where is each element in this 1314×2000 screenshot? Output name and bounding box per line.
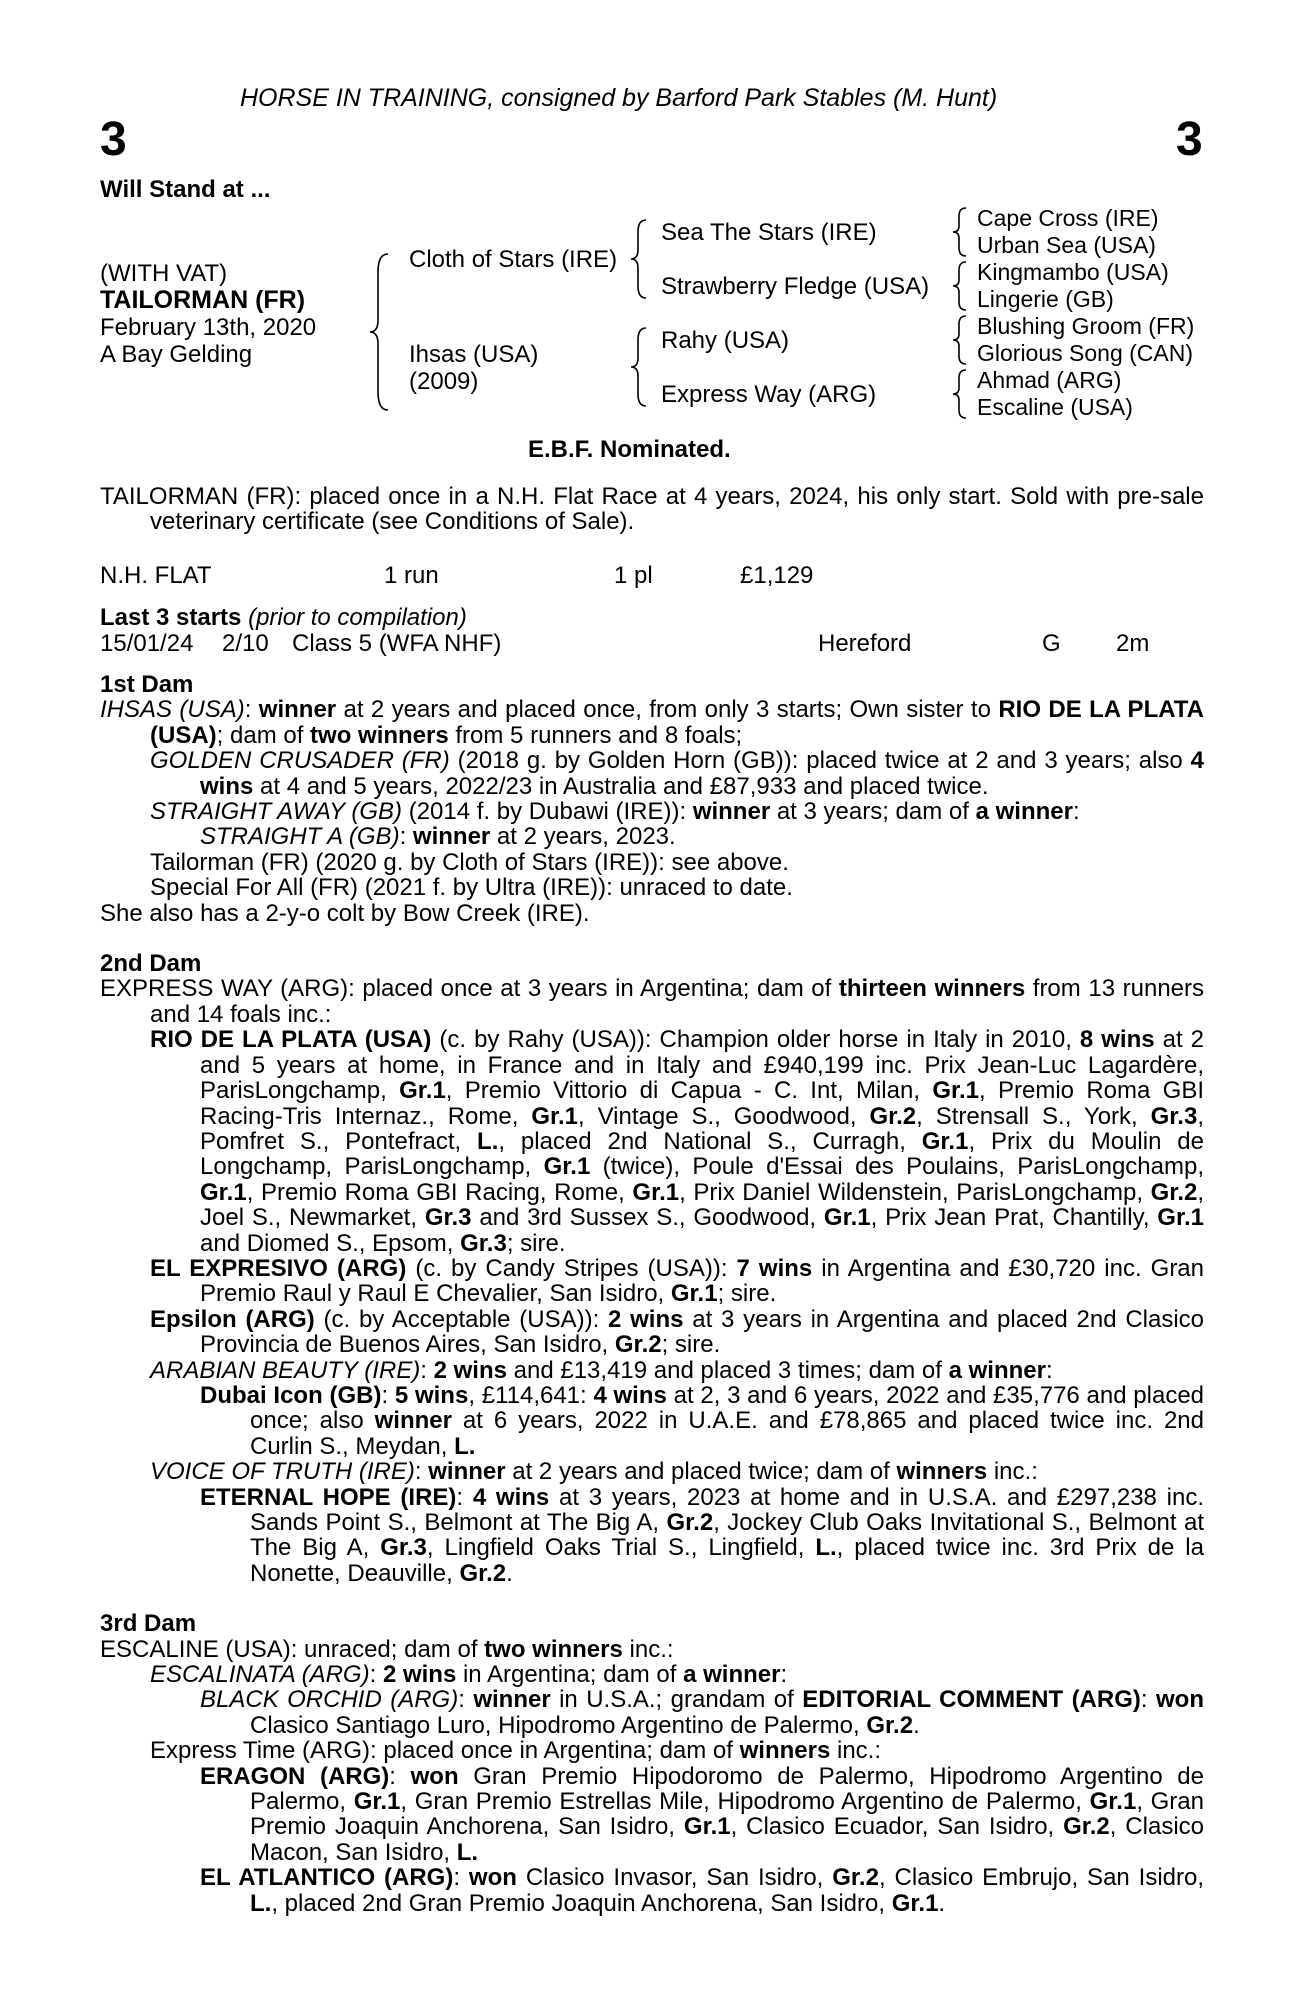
bold-text: won: [1156, 1686, 1204, 1714]
italic-text: VOICE OF TRUTH (IRE): [150, 1458, 415, 1486]
bold-text: Gr.1: [200, 1178, 247, 1206]
first-dam-produce: [150, 799, 1204, 824]
bold-text: Gr.1: [670, 1280, 718, 1308]
text-run: (2014 f. by Dubawi (IRE)):: [402, 798, 693, 826]
text-run: and £13,419 and placed 3 times; dam of: [506, 1356, 949, 1384]
bold-text: L.: [477, 1127, 499, 1155]
dam-name: Ihsas (USA): [409, 341, 539, 368]
sire-dam: Strawberry Fledge (USA): [661, 273, 930, 300]
bold-text: winner: [412, 823, 491, 851]
text-run: at 3 years in Argentina and placed 2nd Clasico Provincia de Buenos Aires, San Isidro,: [200, 1305, 1205, 1359]
bold-text: a winner: [975, 798, 1073, 826]
bold-text: ERAGON (ARG): [200, 1762, 390, 1790]
bold-text: Gr.1: [921, 1127, 969, 1155]
italic-text: STRAIGHT AWAY (GB): [150, 798, 403, 826]
text-run: at 6 years, 2022 in U.A.E. and £78,865 and placed twice inc. 2nd Curlin S., Meydan,: [250, 1407, 1204, 1460]
bold-text: L.: [456, 1838, 479, 1866]
text-run: at 2 years, 2023.: [490, 823, 676, 851]
bold-text: 4 wins: [200, 747, 1204, 800]
bold-text: Gr.1: [531, 1102, 579, 1130]
last-starts-title: Last 3 starts: [100, 604, 242, 631]
bold-text: Gr.3: [424, 1204, 472, 1232]
first-dam-produce: [150, 850, 1204, 875]
bold-text: winner: [428, 1458, 506, 1486]
bold-text: Gr.1: [632, 1178, 680, 1206]
bold-text: 5 wins: [394, 1381, 469, 1409]
ancestor-ssd: Urban Sea (USA): [977, 232, 1156, 258]
bold-text: thirteen winners: [838, 975, 1026, 1003]
vat-note: (WITH VAT): [100, 260, 228, 287]
text-run: and 3rd Sussex S., Goodwood,: [471, 1204, 824, 1232]
text-run: :: [456, 1483, 473, 1511]
text-run: , Premio Roma GBI Racing, Rome,: [246, 1178, 633, 1206]
text-run: and Diomed S., Epsom,: [200, 1229, 461, 1257]
last-starts-subtitle: (prior to compilation): [248, 604, 467, 631]
second-dam-produce: [150, 1358, 1204, 1383]
text-run: Clasico Invasor, San Isidro,: [516, 1864, 833, 1892]
text-run: ESCALINE (USA): unraced; dam of: [100, 1635, 485, 1663]
bold-text: Gr.3: [460, 1229, 507, 1257]
text-run: :: [244, 696, 259, 724]
third-dam-heading: 3rd Dam: [100, 1610, 197, 1638]
bold-text: ETERNAL HOPE (IRE): [200, 1483, 457, 1511]
bold-text: 2 wins: [608, 1305, 684, 1333]
bold-text: RIO DE LA PLATA (USA): [150, 1026, 432, 1054]
text-run: , Premio Roma GBI Racing-Tris Internaz., Rome,: [200, 1077, 1204, 1130]
text-run: , Vintage S., Goodwood,: [578, 1102, 870, 1130]
lot-number-left: 3: [100, 113, 127, 166]
text-run: , Clasico Ecuador, San Isidro,: [730, 1813, 1064, 1841]
text-run: at 2 years and placed once, from only 3 starts; Own sister to: [336, 696, 999, 724]
bold-text: Gr.2: [614, 1331, 662, 1359]
italic-text: GOLDEN CRUSADER (FR): [150, 747, 450, 775]
second-dam-entry: [100, 976, 1204, 1027]
second-dam-produce: [150, 1459, 1204, 1484]
text-run: (2018 g. by Golden Horn (GB)): placed twice at 2 and 3 years; also: [449, 747, 1191, 775]
bold-text: Gr.2: [666, 1509, 714, 1536]
summary-text: : placed once in a N.H. Flat Race at 4 years, 2024, his only start. Sold with pre-sale veterinary certificate (see Conditions of Sale).: [150, 483, 1204, 536]
text-run: .: [938, 1889, 946, 1917]
text-run: at 2 years and placed twice; dam of: [505, 1458, 897, 1486]
first-dam-entry: [100, 697, 1204, 748]
ancestor-sds: Kingmambo (USA): [977, 259, 1169, 285]
ancestor-dds: Ahmad (ARG): [977, 367, 1122, 393]
record-earnings: £1,129: [740, 562, 814, 589]
third-dam-grand-produce: [200, 1865, 1204, 1916]
bold-text: Gr.3: [1150, 1102, 1198, 1130]
text-run: , £114,641:: [468, 1381, 594, 1409]
bold-text: Gr.1: [1089, 1788, 1137, 1816]
bold-text: RIO DE LA PLATA (USA): [150, 696, 1204, 749]
bold-text: 7 wins: [736, 1254, 813, 1282]
third-dam-grand-produce: [200, 1687, 1204, 1738]
text-run: inc.:: [830, 1737, 881, 1765]
text-run: :: [1072, 798, 1080, 826]
text-run: ; sire.: [717, 1280, 777, 1308]
text-run: :: [458, 1686, 474, 1714]
third-dam-entry: [100, 1637, 1204, 1662]
dam-sire: Rahy (USA): [661, 327, 790, 354]
dam-year: (2009): [409, 368, 479, 395]
start-position: 2/10: [222, 630, 269, 657]
bold-text: winner: [374, 1407, 452, 1435]
bold-text: 4 wins: [593, 1381, 667, 1409]
second-dam-produce: [150, 1027, 1204, 1256]
bold-text: Gr.1: [891, 1889, 939, 1917]
text-run: in Argentina; dam of: [456, 1661, 684, 1689]
bold-text: EL ATLANTICO (ARG): [200, 1864, 454, 1892]
ancestor-ddd: Escaline (USA): [977, 394, 1133, 420]
text-run: , Strensall S., York,: [916, 1102, 1151, 1130]
bold-text: Epsilon (ARG): [150, 1305, 315, 1333]
text-run: Tailorman (FR) (2020 g. by Cloth of Stars (IRE)): see above.: [150, 848, 789, 876]
ancestor-dss: Blushing Groom (FR): [977, 313, 1195, 339]
start-course: Hereford: [818, 630, 912, 657]
ancestor-sdd: Lingerie (GB): [977, 286, 1114, 312]
bold-text: winners: [896, 1458, 988, 1486]
text-run: at 2 and 5 years at home, in France and in Italy and £940,199 inc. Prix Jean-Luc Lagardère, ParisLongchamp,: [200, 1026, 1205, 1105]
text-run: from 13 runners and 14 foals inc.:: [150, 975, 1205, 1028]
bold-text: Gr.2: [832, 1864, 879, 1892]
bold-text: 4 wins: [472, 1483, 550, 1511]
italic-text: ARABIAN BEAUTY (IRE): [150, 1356, 421, 1384]
text-run: :: [399, 823, 413, 851]
italic-text: BLACK ORCHID (ARG): [200, 1686, 459, 1714]
first-dam-produce: [150, 875, 1204, 900]
third-dam-produce: [150, 1662, 1204, 1687]
sire-sire: Sea The Stars (IRE): [661, 219, 877, 246]
foaling-date: February 13th, 2020: [100, 314, 317, 341]
text-run: at 3 years; dam of: [770, 798, 976, 826]
bold-text: winners: [739, 1737, 831, 1765]
start-distance: 2m: [1116, 630, 1150, 657]
record-type: N.H. FLAT: [100, 562, 212, 589]
text-run: , Clasico Embrujo, San Isidro,: [878, 1864, 1205, 1892]
text-run: , Lingfield Oaks Trial S., Lingfield,: [426, 1534, 816, 1562]
text-run: (c. by Rahy (USA)): Champion older horse in Italy in 2010,: [431, 1026, 1080, 1054]
text-run: in Argentina and £30,720 inc. Gran Premio Raul y Raul E Chevalier, San Isidro,: [200, 1254, 1205, 1308]
bold-text: Gr.1: [932, 1077, 980, 1105]
text-run: :: [1140, 1686, 1156, 1714]
text-run: from 5 runners and 8 foals;: [448, 721, 743, 749]
text-run: .: [913, 1711, 920, 1739]
text-run: ; sire.: [506, 1229, 566, 1257]
text-run: (twice), Poule d'Essai des Poulains, ParisLongchamp,: [590, 1153, 1204, 1181]
dd-brace: [950, 368, 970, 420]
consignor-header: HORSE IN TRAINING, consigned by Barford Park Stables (M. Hunt): [240, 84, 998, 112]
third-dam-grand-produce: [200, 1764, 1204, 1866]
main-pedigree-brace: [368, 252, 392, 412]
lot-number-right: 3: [1176, 113, 1203, 166]
text-run: ; dam of: [216, 721, 311, 749]
will-stand-heading: Will Stand at ...: [100, 176, 271, 203]
text-run: .: [506, 1559, 513, 1587]
race-summary: [100, 484, 1204, 535]
last-starts-heading: [100, 604, 467, 631]
text-run: :: [381, 1381, 395, 1409]
text-run: , Prix Jean Prat, Chantilly,: [870, 1204, 1158, 1232]
text-run: , Prix du Moulin de Longchamp, ParisLongchamp,: [200, 1127, 1204, 1181]
text-run: :: [389, 1762, 411, 1790]
bold-text: winner: [473, 1686, 551, 1714]
text-run: inc.:: [987, 1458, 1038, 1486]
ds-brace: [950, 314, 970, 366]
text-run: , placed twice inc. 3rd Prix de la Nonette, Deauville,: [250, 1534, 1204, 1587]
bold-text: Gr.1: [353, 1788, 401, 1816]
italic-text: STRAIGHT A (GB): [200, 823, 400, 851]
bold-text: winner: [692, 798, 771, 826]
text-run: (c. by Acceptable (USA)):: [314, 1305, 609, 1333]
text-run: Gran Premio Hipodoromo de Palermo, Hipodromo Argentino de Palermo,: [250, 1762, 1205, 1816]
bold-text: Gr.2: [869, 1102, 917, 1130]
second-dam-produce: [150, 1307, 1204, 1358]
start-date: 15/01/24: [100, 630, 194, 657]
ss-brace: [950, 206, 970, 258]
text-run: at 3 years, 2023 at home and in U.S.A. and £297,238 inc. Sands Point S., Belmont at The Big A,: [250, 1483, 1204, 1536]
text-run: EXPRESS WAY (ARG): placed once at 3 years in Argentina; dam of: [100, 975, 839, 1003]
sd-brace: [950, 260, 970, 312]
bold-text: Gr.2: [1150, 1178, 1198, 1206]
bold-text: L.: [454, 1432, 476, 1460]
record-placed: 1 pl: [614, 562, 653, 589]
second-dam-grand-produce: [200, 1383, 1204, 1459]
third-dam-produce: [150, 1738, 1204, 1763]
text-run: Special For All (FR) (2021 f. by Ultra (IRE)): unraced to date.: [150, 874, 793, 902]
second-dam-produce: [150, 1256, 1204, 1307]
bold-text: Dubai Icon (GB): [200, 1381, 382, 1409]
ancestor-dsd: Glorious Song (CAN): [977, 340, 1194, 366]
text-run: , Gran Premio Estrellas Mile, Hipodromo Argentino de Palermo,: [400, 1788, 1090, 1816]
first-dam-grand-produce: [200, 824, 1204, 849]
start-race: Class 5 (WFA NHF): [292, 630, 502, 657]
italic-text: ESCALINATA (ARG): [150, 1661, 370, 1689]
text-run: :: [453, 1864, 469, 1892]
text-run: at 4 and 5 years, 2022/23 in Australia and £87,933 and placed twice.: [253, 772, 989, 800]
bold-text: Gr.2: [866, 1711, 914, 1739]
bold-text: 2 wins: [382, 1661, 457, 1689]
bold-text: won: [468, 1864, 517, 1892]
text-run: (c. by Candy Stripes (USA)):: [406, 1254, 737, 1282]
text-run: She also has a 2-y-o colt by Bow Creek (IRE).: [100, 899, 590, 927]
bold-text: two winners: [310, 721, 449, 749]
sire-name: Cloth of Stars (IRE): [409, 246, 618, 273]
text-run: , Joel S., Newmarket,: [200, 1178, 1205, 1232]
bold-text: won: [410, 1762, 459, 1790]
text-run: inc.:: [622, 1635, 674, 1663]
first-dam-note: [100, 901, 1204, 926]
first-dam-heading: 1st Dam: [100, 671, 194, 698]
bold-text: Gr.2: [1063, 1813, 1110, 1841]
ebf-nomination: E.B.F. Nominated.: [528, 436, 731, 463]
text-run: :: [780, 1661, 788, 1689]
text-run: , Clasico Macon, San Isidro,: [250, 1813, 1205, 1866]
text-run: , Jockey Club Oaks Invitational S., Belmont at The Big A,: [250, 1509, 1204, 1562]
bold-text: EL EXPRESIVO (ARG): [150, 1254, 407, 1282]
text-run: at 2, 3 and 6 years, 2022 and £35,776 and placed once; also: [250, 1381, 1205, 1435]
bold-text: two winners: [484, 1635, 623, 1663]
bold-text: L.: [815, 1534, 837, 1562]
text-run: , Pomfret S., Pontefract,: [200, 1102, 1204, 1155]
bold-text: a winner: [683, 1661, 781, 1689]
summary-horse-name: TAILORMAN (FR): [100, 483, 295, 510]
bold-text: a winner: [948, 1356, 1046, 1384]
text-run: in U.S.A.; grandam of: [550, 1686, 803, 1714]
bold-text: EDITORIAL COMMENT (ARG): [802, 1686, 1141, 1714]
text-run: , placed 2nd National S., Curragh,: [498, 1127, 922, 1155]
text-run: Clasico Santiago Luro, Hipodromo Argentino de Palermo,: [250, 1711, 867, 1739]
horse-description: A Bay Gelding: [100, 341, 253, 368]
text-run: , Premio Vittorio di Capua - C. Int, Milan,: [445, 1077, 933, 1105]
bold-text: Gr.3: [380, 1534, 427, 1562]
text-run: :: [420, 1356, 434, 1384]
text-run: :: [1045, 1356, 1053, 1384]
record-runs: 1 run: [384, 562, 439, 589]
bold-text: 2 wins: [433, 1356, 507, 1384]
pedigree-notes: [100, 672, 1204, 1916]
bold-text: 8 wins: [1079, 1026, 1155, 1054]
text-run: ; sire.: [661, 1331, 721, 1359]
second-dam-grand-produce: [200, 1485, 1204, 1587]
text-run: :: [369, 1661, 383, 1689]
bold-text: Gr.1: [683, 1813, 731, 1841]
bold-text: L.: [250, 1889, 272, 1917]
first-dam-produce: [150, 748, 1204, 799]
bold-text: Gr.1: [1157, 1204, 1204, 1232]
bold-text: Gr.2: [459, 1559, 507, 1587]
sire-brace: [628, 218, 650, 300]
bold-text: winner: [258, 696, 337, 724]
bold-text: Gr.1: [543, 1153, 591, 1181]
horse-name: TAILORMAN (FR): [100, 286, 306, 314]
dam-dam: Express Way (ARG): [661, 381, 877, 408]
second-dam-heading: 2nd Dam: [100, 950, 202, 978]
bold-text: Gr.1: [823, 1204, 871, 1232]
bold-text: Gr.1: [399, 1077, 446, 1105]
text-run: , placed 2nd Gran Premio Joaquin Anchorena, San Isidro,: [271, 1889, 892, 1917]
ancestor-sss: Cape Cross (IRE): [977, 205, 1159, 231]
dam-brace: [628, 326, 650, 408]
italic-text: IHSAS (USA): [100, 696, 245, 724]
text-run: , Gran Premio Joaquin Anchorena, San Isidro,: [250, 1788, 1204, 1841]
text-run: , Prix Daniel Wildenstein, ParisLongchamp,: [679, 1178, 1151, 1206]
text-run: Express Time (ARG): placed once in Argentina; dam of: [150, 1737, 740, 1765]
start-going: G: [1042, 630, 1061, 657]
text-run: :: [414, 1458, 429, 1486]
